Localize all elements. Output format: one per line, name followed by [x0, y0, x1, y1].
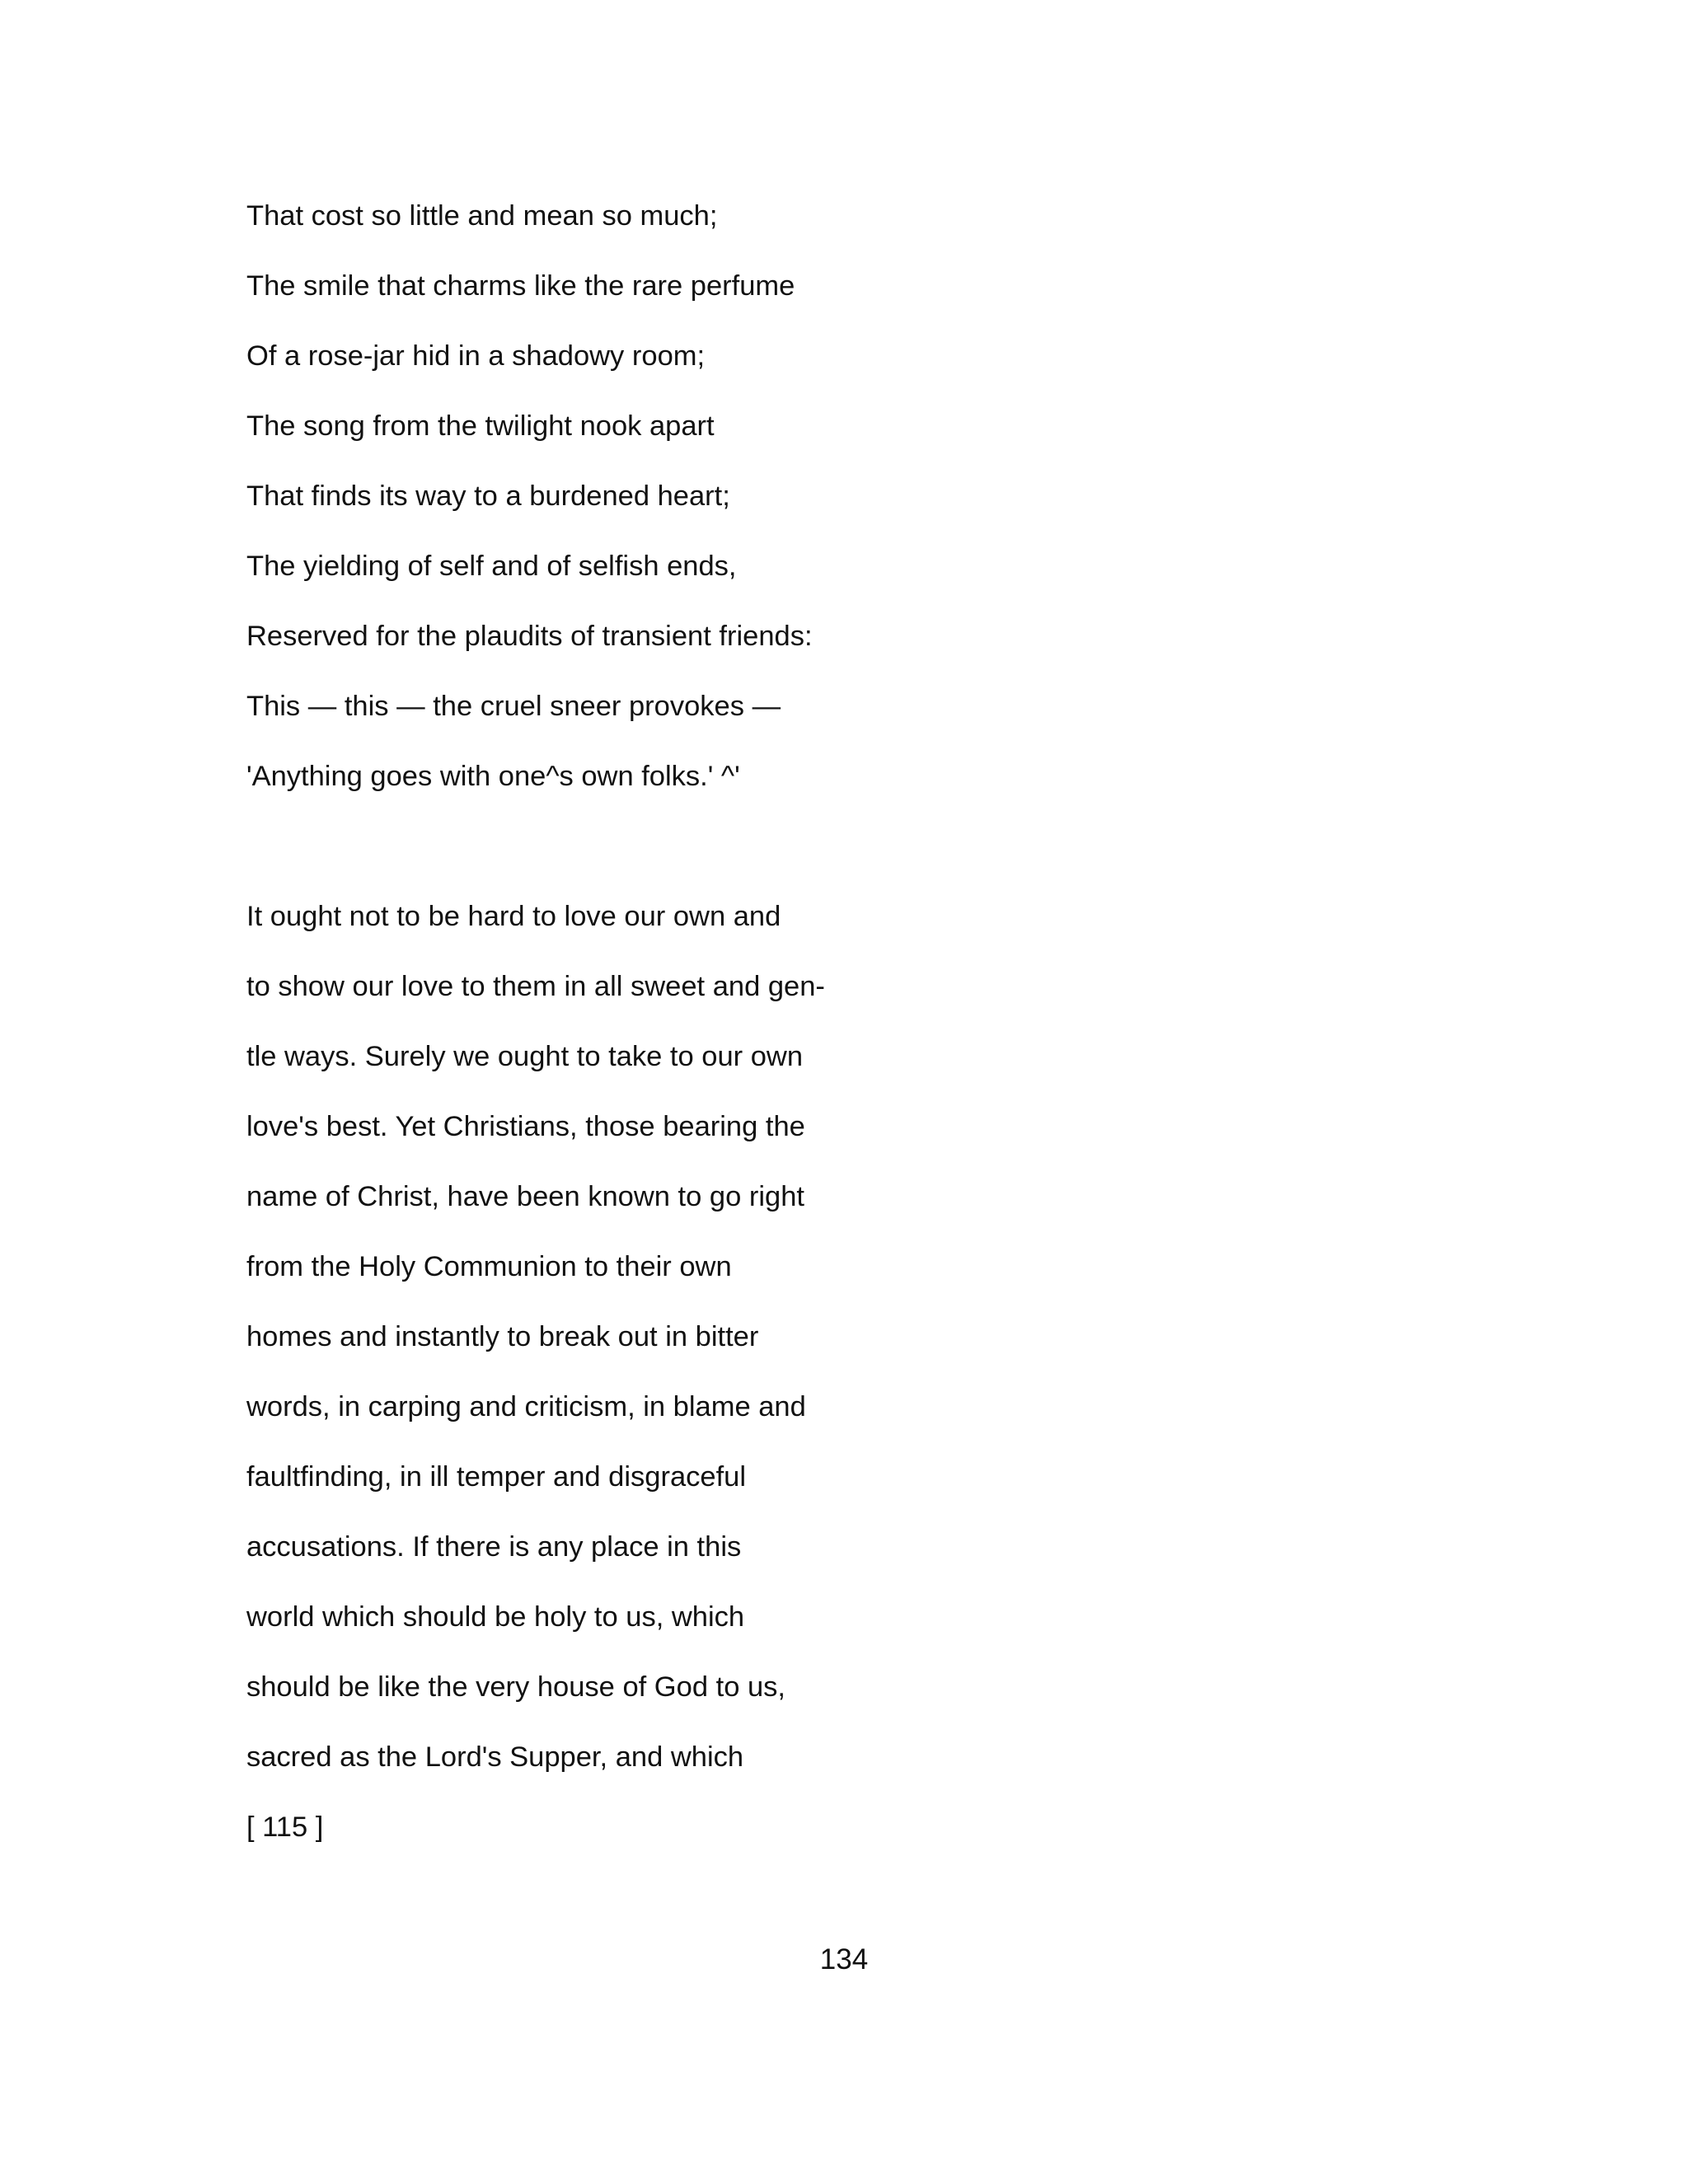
poem-stanza: [246, 194, 1318, 825]
prose-line: name of Christ, have been known to go right: [246, 1181, 804, 1212]
poem-line: That cost so little and mean so much;: [246, 200, 718, 232]
poem-line: Reserved for the plaudits of transient friends:: [246, 621, 813, 652]
poem-line: The song from the twilight nook apart: [246, 410, 715, 442]
prose-line: love's best. Yet Christians, those bearing the: [246, 1111, 805, 1142]
prose-line: to show our love to them in all sweet and gen-: [246, 971, 825, 1002]
prose-line: accusations. If there is any place in this: [246, 1531, 742, 1563]
prose-line: sacred as the Lord's Supper, and which: [246, 1741, 744, 1773]
prose-line: It ought not to be hard to love our own and: [246, 901, 781, 932]
poem-line: The smile that charms like the rare perfume: [246, 270, 795, 302]
prose-line: from the Holy Communion to their own: [246, 1251, 732, 1282]
page-number: 134: [819, 1943, 869, 1975]
paragraph-gap: [246, 825, 1318, 895]
prose-line: words, in carping and criticism, in blame and: [246, 1391, 806, 1422]
prose-line: should be like the very house of God to us,: [246, 1671, 785, 1703]
poem-line: The yielding of self and of selfish ends,: [246, 551, 737, 582]
printed-page-marker: [ 115 ]: [246, 1811, 324, 1843]
prose-paragraph: [246, 895, 1318, 1806]
poem-line: 'Anything goes with one^s own folks.' ^': [246, 761, 740, 792]
poem-line: Of a rose-jar hid in a shadowy room;: [246, 340, 706, 372]
prose-line: world which should be holy to us, which: [246, 1601, 745, 1633]
prose-line: tle ways. Surely we ought to take to our own: [246, 1041, 804, 1072]
prose-line: faultfinding, in ill temper and disgraceful: [246, 1461, 747, 1493]
poem-line: This — this — the cruel sneer provokes —: [246, 691, 781, 722]
prose-line: homes and instantly to break out in bitter: [246, 1321, 759, 1352]
poem-line: That finds its way to a burdened heart;: [246, 480, 730, 512]
body-text: [246, 194, 1318, 1876]
